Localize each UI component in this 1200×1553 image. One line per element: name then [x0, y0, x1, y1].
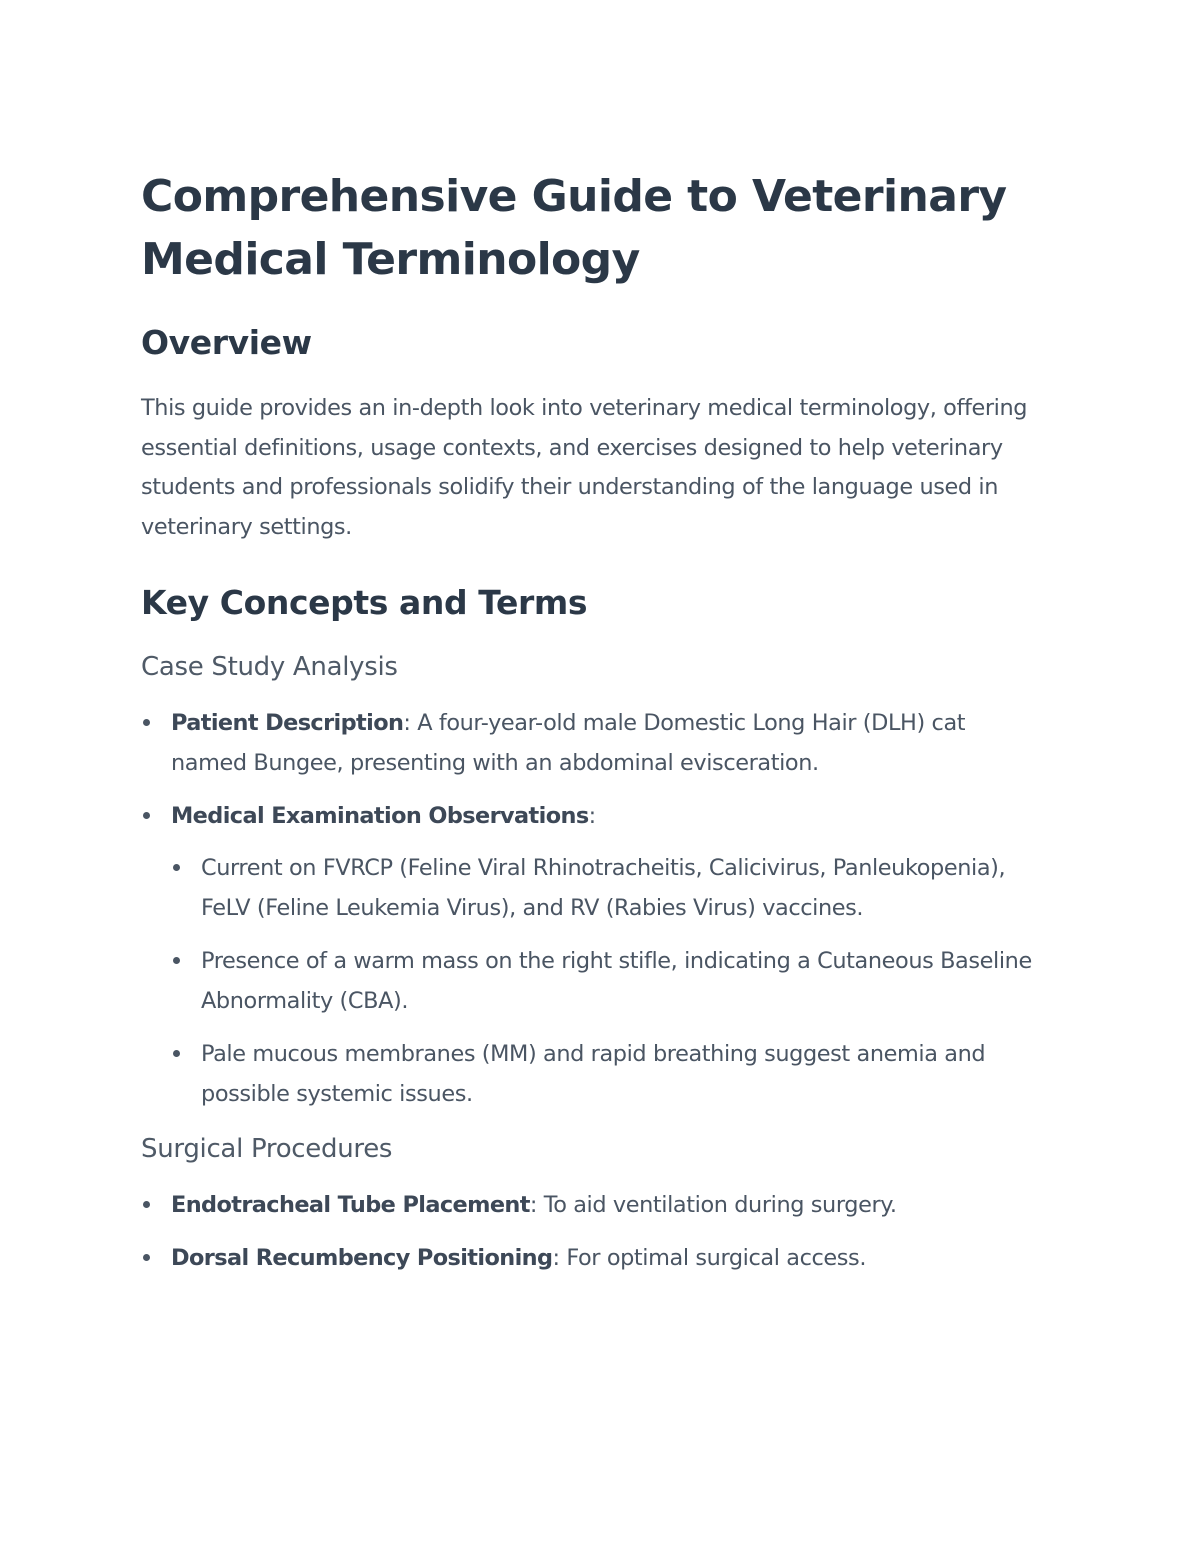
term-description: : [588, 803, 596, 829]
bullet-icon [173, 1050, 180, 1057]
list-item-patient-description [141, 703, 1046, 783]
list-item [171, 941, 1046, 1021]
document-page [141, 165, 1046, 1291]
list-item [171, 848, 1046, 928]
term-label: Dorsal Recumbency Positioning [171, 1245, 553, 1271]
bullet-icon [143, 719, 150, 726]
list-item-medical-examination [141, 796, 1046, 1114]
key-concepts-heading: Key Concepts and Terms [141, 583, 588, 622]
bullet-icon [173, 864, 180, 871]
term-label: Endotracheal Tube Placement [171, 1192, 530, 1218]
term-description: : A four-year-old male Domestic Long Hair (DLH) cat named Bungee, presenting with an abdominal evisceration. [171, 710, 966, 776]
bullet-icon [143, 1254, 150, 1261]
overview-heading: Overview [141, 323, 312, 362]
bullet-icon [173, 957, 180, 964]
page-title: Comprehensive Guide to Veterinary Medical Terminology [141, 171, 1007, 285]
list-item [171, 1034, 1046, 1114]
term-label: Medical Examination Observations [171, 803, 589, 829]
observation-text: Pale mucous membranes (MM) and rapid breathing suggest anemia and possible systemic issues. [201, 1041, 986, 1107]
observation-text: Presence of a warm mass on the right stifle, indicating a Cutaneous Baseline Abnormality (CBA). [201, 948, 1032, 1014]
list-item-dorsal-recumbency [141, 1238, 1046, 1278]
bullet-icon [143, 812, 150, 819]
surgical-procedures-list [141, 1185, 1046, 1278]
observation-text: Current on FVRCP (Feline Viral Rhinotracheitis, Calicivirus, Panleukopenia), FeLV (Feline Leukemia Virus), and RV (Rabies Virus) vaccines. [201, 855, 1006, 921]
surgical-procedures-heading: Surgical Procedures [141, 1134, 393, 1164]
overview-text: This guide provides an in-depth look into veterinary medical terminology, offering essential definitions, usage contexts, and exercises designed to help veterinary students and professionals solidify their understanding of the language used in veterinary settings. [141, 395, 1028, 540]
term-description: : For optimal surgical access. [552, 1245, 867, 1271]
bullet-icon [143, 1201, 150, 1208]
term-description: : To aid ventilation during surgery. [529, 1192, 897, 1218]
term-label: Patient Description [171, 710, 404, 736]
case-study-list [141, 703, 1046, 1114]
exam-observations-list [171, 848, 1046, 1114]
case-study-heading: Case Study Analysis [141, 652, 398, 682]
list-item-endotracheal-tube [141, 1185, 1046, 1225]
